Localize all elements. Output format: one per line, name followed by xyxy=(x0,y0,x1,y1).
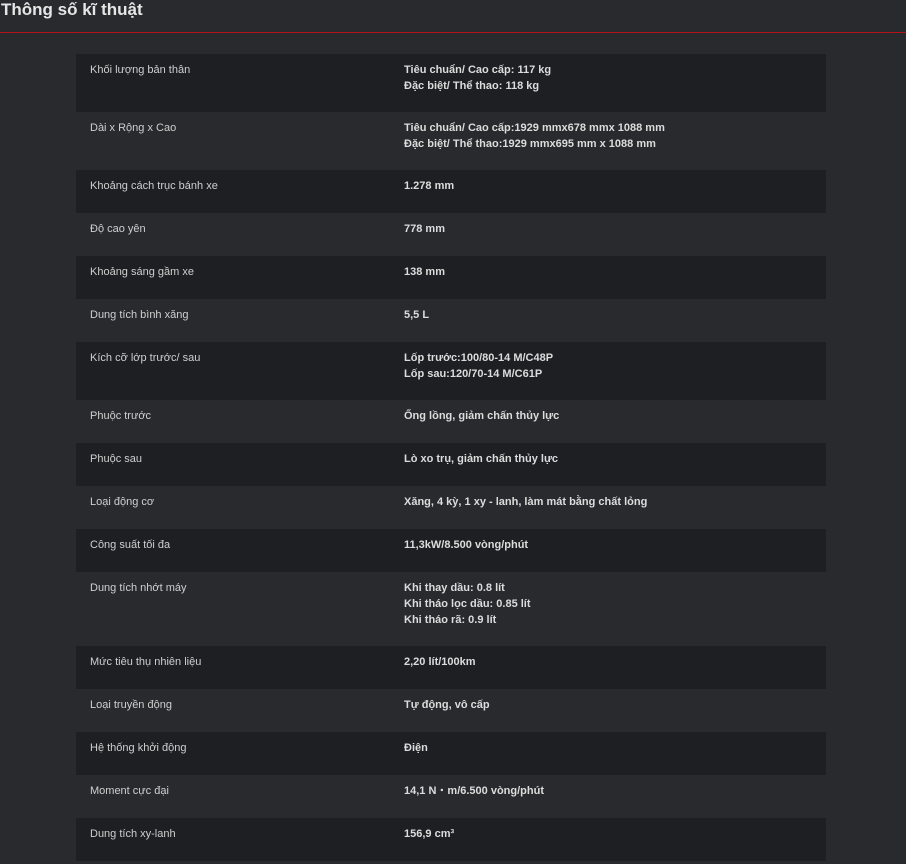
spec-value xyxy=(404,221,445,237)
spec-value xyxy=(404,826,454,842)
spec-value-line: Tiêu chuẩn/ Cao cấp:1929 mmx678 mmx 1088 mm xyxy=(404,122,665,134)
spec-value-line: Khi thay dầu: 0.8 lít xyxy=(404,582,505,594)
spec-value xyxy=(404,178,454,194)
spec-label: Moment cực đại xyxy=(90,785,169,797)
spec-value-line: Khi tháo lọc dầu: 0.85 lít xyxy=(404,598,531,610)
spec-label: Độ cao yên xyxy=(90,223,146,235)
spec-label: Phuộc sau xyxy=(90,453,142,465)
spec-row xyxy=(76,775,826,818)
spec-label: Dung tích xy-lanh xyxy=(90,828,176,840)
spec-value-line: Lốp trước:100/80-14 M/C48P xyxy=(404,352,554,364)
spec-value-line: Tự động, vô cấp xyxy=(404,699,490,711)
spec-value xyxy=(404,62,551,94)
spec-row xyxy=(76,299,826,342)
spec-label: Kích cỡ lớp trước/ sau xyxy=(90,352,201,364)
page-title: Thông số kĩ thuật xyxy=(1,0,143,19)
spec-value xyxy=(404,408,559,424)
spec-row xyxy=(76,486,826,529)
spec-value-line: 138 mm xyxy=(404,266,445,278)
spec-row xyxy=(76,572,826,646)
spec-value-line: Lốp sau:120/70-14 M/C61P xyxy=(404,368,543,380)
spec-row xyxy=(76,213,826,256)
spec-row xyxy=(76,112,826,170)
spec-value xyxy=(404,494,647,510)
spec-value-line: Khi tháo rã: 0.9 lít xyxy=(404,614,497,626)
spec-value xyxy=(404,350,553,382)
spec-row xyxy=(76,342,826,400)
spec-value-line: 2,20 lít/100km xyxy=(404,656,476,668)
spec-label: Dung tích nhớt máy xyxy=(90,582,187,594)
spec-row xyxy=(76,400,826,443)
spec-value-line: Ống lồng, giảm chấn thủy lực xyxy=(404,410,560,422)
spec-value-line: 11,3kW/8.500 vòng/phút xyxy=(404,539,529,551)
spec-row xyxy=(76,818,826,861)
spec-value-line: Xăng, 4 kỳ, 1 xy - lanh, làm mát bằng chất lỏng xyxy=(404,496,648,508)
spec-label: Khoảng cách trục bánh xe xyxy=(90,180,218,192)
spec-label: Mức tiêu thụ nhiên liệu xyxy=(90,656,202,668)
spec-value xyxy=(404,451,558,467)
spec-row xyxy=(76,529,826,572)
spec-row xyxy=(76,732,826,775)
spec-value-line: 1.278 mm xyxy=(404,180,455,192)
header-bar xyxy=(0,0,906,33)
spec-row xyxy=(76,689,826,732)
spec-row xyxy=(76,54,826,112)
spec-label: Phuộc trước xyxy=(90,410,152,422)
spec-value xyxy=(404,307,429,323)
spec-row xyxy=(76,256,826,299)
spec-value xyxy=(404,697,490,713)
spec-value-line: 778 mm xyxy=(404,223,445,235)
spec-value xyxy=(404,580,531,628)
spec-value xyxy=(404,120,665,152)
spec-label: Công suất tối đa xyxy=(90,539,171,551)
spec-label: Dài x Rộng x Cao xyxy=(90,122,177,134)
spec-label: Loại động cơ xyxy=(90,496,155,508)
spec-value-line: Tiêu chuẩn/ Cao cấp: 117 kg xyxy=(404,64,552,76)
spec-table xyxy=(76,54,826,861)
spec-label: Loại truyền động xyxy=(90,699,172,711)
spec-label: Dung tích bình xăng xyxy=(90,309,189,321)
spec-value-line: Đặc biệt/ Thể thao: 118 kg xyxy=(404,80,540,92)
spec-value-line: 156,9 cm³ xyxy=(404,828,455,840)
spec-value xyxy=(404,783,544,799)
spec-label: Khoảng sáng gầm xe xyxy=(90,266,194,278)
spec-value-line: Lò xo trụ, giảm chấn thủy lực xyxy=(404,453,559,465)
spec-row xyxy=(76,443,826,486)
spec-label: Khối lượng bản thân xyxy=(90,64,191,76)
spec-label: Hệ thống khởi động xyxy=(90,742,187,754)
spec-value-line: Đặc biệt/ Thể thao:1929 mmx695 mm x 1088 mm xyxy=(404,138,656,150)
spec-value xyxy=(404,264,445,280)
spec-value-line: 5,5 L xyxy=(404,309,430,321)
spec-value xyxy=(404,537,528,553)
spec-value xyxy=(404,654,476,670)
spec-row xyxy=(76,170,826,213)
spec-value xyxy=(404,740,428,756)
spec-row xyxy=(76,646,826,689)
spec-value-line: Điện xyxy=(404,742,428,754)
spec-value-line: 14,1 N・m/6.500 vòng/phút xyxy=(404,785,544,797)
